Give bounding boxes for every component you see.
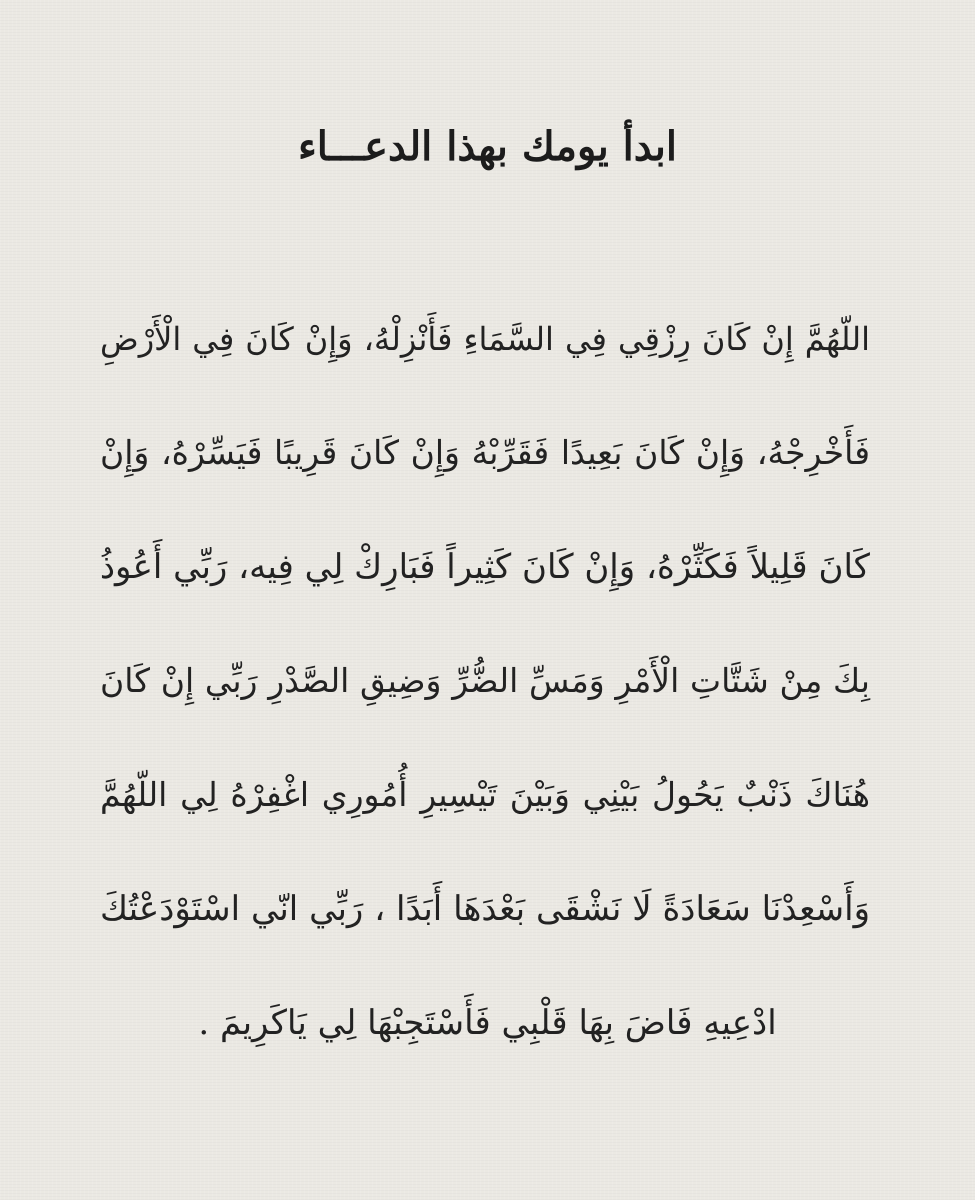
- dua-line-5: هُنَاكَ ذَنْبٌ يَحُولُ بَيْنِي وَبَيْنَ تَيْسِيرِ أُمُورِي اغْفِرْهُ لِي اللّهُمَّ: [100, 775, 870, 814]
- dua-line-4: بِكَ مِنْ شَتَّاتِ الْأَمْرِ وَمَسِّ الضُّرِّ وَضِيقِ الصَّدْرِ رَبِّي إِنْ كَانَ: [100, 661, 870, 700]
- page-title: ابدأ يومك بهذا الدعـــاء: [297, 123, 678, 170]
- dua-line-6: وَأَسْعِدْنَا سَعَادَةً لَا نَشْقَى بَعْدَهَا أَبَدًا ، رَبِّي انّي اسْتَوْدَعْتُكَ: [100, 889, 870, 929]
- dua-line-7: ادْعِيهِ فَاضَ بِهَا قَلْبِي فَأَسْتَجِبْهَا لِي يَاكَرِيمَ .: [198, 1003, 777, 1043]
- dua-line-2: فَأَخْرِجْهُ، وَإِنْ كَانَ بَعِيدًا فَقَرِّبْهُ وَإِنْ كَانَ قَرِيبًا فَيَسِّرْهُ، وَإِنْ: [100, 433, 870, 472]
- dua-line-3: كَانَ قَلِيلاً فَكَثِّرْهُ، وَإِنْ كَانَ كَثِيراً فَبَارِكْ لِي فِيه، رَبِّي أَعُوذُ: [99, 547, 870, 587]
- dua-line-1: اللّهُمَّ إِنْ كَانَ رِزْقِي فِي السَّمَاءِ فَأَنْزِلْهُ، وَإِنْ كَانَ فِي الْأَرْضِ: [100, 320, 870, 358]
